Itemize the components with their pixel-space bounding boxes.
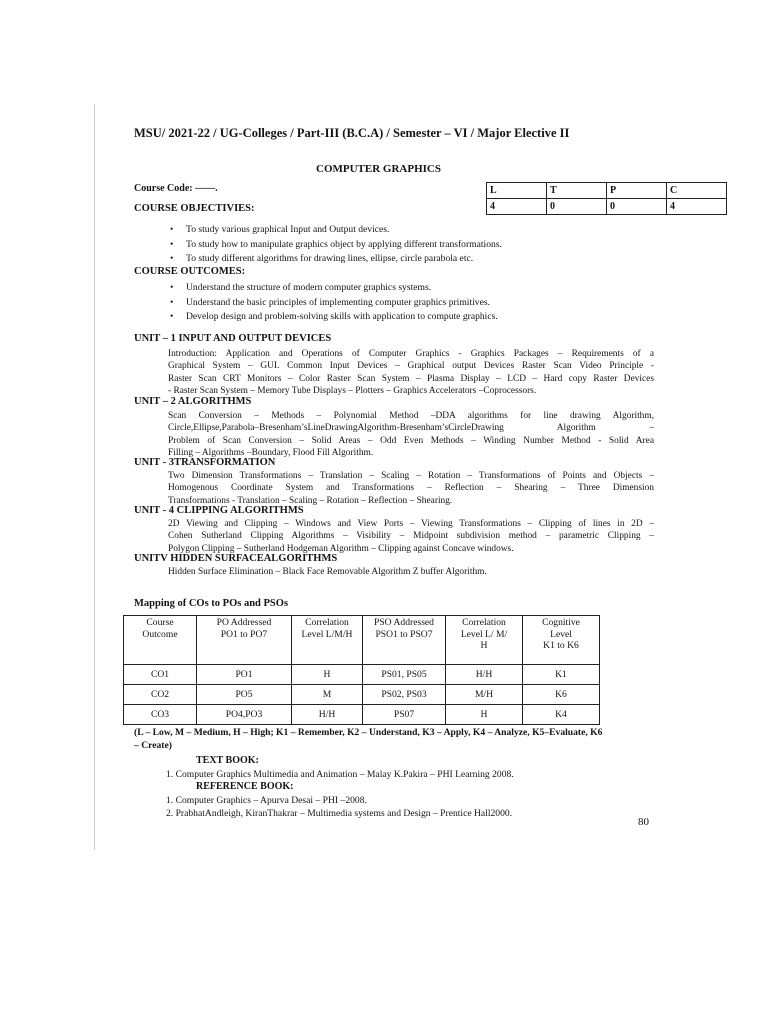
unit-line: Circle,Ellipse,Parabola–Bresenham’sLineDrawingAlgorithm-Bresenham’sCircleDrawing Algorithm – bbox=[168, 423, 654, 434]
correlation-legend bbox=[134, 726, 654, 752]
mapping-cell: PO5 bbox=[197, 685, 292, 705]
ltpc-header-row bbox=[487, 183, 727, 199]
mapping-cell: H/H bbox=[292, 705, 363, 725]
ltpc-value-cell: 0 bbox=[547, 199, 607, 215]
mapping-table bbox=[123, 615, 600, 725]
outcome-item: • Understand the structure of modern computer graphics systems. bbox=[186, 281, 498, 296]
unit-3-body bbox=[168, 470, 654, 507]
mapping-cell: PS02, PS03 bbox=[363, 685, 446, 705]
objective-item: • To study how to manipulate graphics object by applying different transformations. bbox=[186, 238, 502, 253]
ltpc-header-cell: L bbox=[487, 183, 547, 199]
outcome-item: • Understand the basic principles of implementing computer graphics primitives. bbox=[186, 296, 498, 311]
objective-item: • To study different algorithms for drawing lines, ellipse, circle parabola etc. bbox=[186, 252, 502, 267]
mapping-cell: PS07 bbox=[363, 705, 446, 725]
reference-book-item: 2. PrabhatAndleigh, KiranThakrar – Multimedia systems and Design – Prentice Hall2000. bbox=[166, 808, 513, 819]
mapping-cell: CO1 bbox=[124, 665, 197, 685]
unit-4-title: UNIT - 4 CLIPPING ALGORITHMS bbox=[134, 505, 304, 516]
unit-5-title: UNITV HIDDEN SURFACEALGORITHMS bbox=[134, 553, 338, 564]
unit-line: Polygon Clipping – Sutherland Hodgeman Algorithm – Clipping against Concave windows. bbox=[168, 543, 514, 554]
mapping-cell: M/H bbox=[446, 685, 523, 705]
course-code: Course Code: ——. bbox=[134, 183, 218, 194]
unit-line: Introduction: Application and Operations of Computer Graphics - Graphics Packages – Requirements of a bbox=[168, 349, 654, 359]
objectives-list bbox=[186, 223, 502, 267]
objective-item: • To study various graphical Input and Output devices. bbox=[186, 223, 502, 238]
mapping-header-cell: Correlation Level L/ M/ H bbox=[446, 616, 523, 665]
ltpc-value-row bbox=[487, 199, 727, 215]
outcomes-list bbox=[186, 281, 498, 325]
outcomes-label: COURSE OUTCOMES: bbox=[134, 266, 246, 277]
page-number: 80 bbox=[638, 816, 649, 828]
ltpc-header-cell: C bbox=[667, 183, 727, 199]
legend-line: (L – Low, M – Medium, H – High; K1 – Remember, K2 – Understand, K3 – Apply, K4 – Analyze, K5–Evaluate, K6 bbox=[134, 727, 603, 738]
unit-2-body bbox=[168, 410, 654, 460]
mapping-row bbox=[124, 685, 600, 705]
unit-line: Problem of Scan Conversion – Solid Areas – Odd Even Methods – Winding Number Method - Solid Area bbox=[168, 435, 654, 446]
mapping-cell: K6 bbox=[523, 685, 600, 705]
unit-line: Hidden Surface Elimination – Black Face Removable Algorithm Z buffer Algorithm. bbox=[168, 567, 487, 577]
unit-2-title: UNIT – 2 ALGORITHMS bbox=[134, 396, 252, 407]
unit-5-body bbox=[168, 566, 654, 578]
mapping-cell: PO4,PO3 bbox=[197, 705, 292, 725]
unit-line: Graphical System – GUI. Common Input Devices – Graphical output Devices Raster Scan Video Principle - bbox=[168, 361, 654, 372]
mapping-cell: H bbox=[446, 705, 523, 725]
mapping-header-cell: Cognitive Level K1 to K6 bbox=[523, 616, 600, 665]
unit-line: 2D Viewing and Clipping – Windows and View Ports – Viewing Transformations – Clipping of lines in 2D – bbox=[168, 519, 654, 529]
ltpc-header-cell: T bbox=[547, 183, 607, 199]
page-edge bbox=[94, 104, 95, 850]
mapping-title: Mapping of COs to POs and PSOs bbox=[134, 598, 289, 609]
legend-line: – Create) bbox=[134, 740, 172, 751]
reference-book-item: 1. Computer Graphics – Apurva Desai – PHI –2008. bbox=[166, 795, 367, 806]
mapping-cell: K1 bbox=[523, 665, 600, 685]
mapping-cell: H/H bbox=[446, 665, 523, 685]
mapping-header-cell: Correlation Level L/M/H bbox=[292, 616, 363, 665]
unit-line: Transformations - Translation – Scaling – Rotation – Reflection – Shearing. bbox=[168, 495, 453, 506]
course-title: COMPUTER GRAPHICS bbox=[316, 163, 441, 175]
mapping-cell: CO3 bbox=[124, 705, 197, 725]
mapping-row bbox=[124, 665, 600, 685]
unit-1-body bbox=[168, 348, 654, 398]
mapping-cell: CO2 bbox=[124, 685, 197, 705]
mapping-cell: M bbox=[292, 685, 363, 705]
unit-4-body bbox=[168, 518, 654, 555]
mapping-row bbox=[124, 705, 600, 725]
unit-1-title: UNIT – 1 INPUT AND OUTPUT DEVICES bbox=[134, 333, 332, 344]
ltpc-value-cell: 0 bbox=[607, 199, 667, 215]
unit-line: Scan Conversion – Methods – Polynomial Method –DDA algorithms for line drawing Algorithm, bbox=[168, 411, 654, 421]
reference-book-label: REFERENCE BOOK: bbox=[196, 781, 294, 792]
text-book-item: 1. Computer Graphics Multimedia and Animation – Malay K.Pakira – PHI Learning 2008. bbox=[166, 769, 514, 780]
ltpc-table bbox=[486, 182, 727, 215]
outcome-item: • Develop design and problem-solving skills with application to compute graphics. bbox=[186, 310, 498, 325]
ltpc-value-cell: 4 bbox=[667, 199, 727, 215]
mapping-cell: K4 bbox=[523, 705, 600, 725]
text-book-label: TEXT BOOK: bbox=[196, 755, 259, 766]
objectives-label: COURSE OBJECTIVIES: bbox=[134, 203, 255, 214]
mapping-cell: PO1 bbox=[197, 665, 292, 685]
unit-line: Two Dimension Transformations – Translation – Scaling – Rotation – Transformations of Points and Objects – bbox=[168, 471, 654, 481]
document-header: MSU/ 2021-22 / UG-Colleges / Part-III (B.C.A) / Semester – VI / Major Elective II bbox=[134, 126, 570, 140]
unit-line: Raster Scan CRT Monitors – Color Raster Scan System – Plasma Display – LCD – Hard copy Raster Devices bbox=[168, 373, 654, 384]
mapping-header-row bbox=[124, 616, 600, 665]
ltpc-header-cell: P bbox=[607, 183, 667, 199]
unit-line: Cohen Sutherland Clipping Algorithms – Visibility – Midpoint subdivision method – parametric Clipping – bbox=[168, 531, 654, 542]
unit-line: - Raster Scan System – Memory Tube Displays – Plotters – Graphics Accelerators –Coprocessors. bbox=[168, 386, 537, 397]
mapping-header-cell: PSO Addressed PSO1 to PSO7 bbox=[363, 616, 446, 665]
unit-line: Filling – Algorithms –Boundary, Flood Fill Algorithm. bbox=[168, 448, 374, 459]
ltpc-value-cell: 4 bbox=[487, 199, 547, 215]
mapping-header-cell: PO Addressed PO1 to PO7 bbox=[197, 616, 292, 665]
mapping-header-cell: Course Outcome bbox=[124, 616, 197, 665]
mapping-cell: H bbox=[292, 665, 363, 685]
unit-line: Homogenous Coordinate System and Transformations – Reflection – Shearing – Three Dimension bbox=[168, 483, 654, 494]
unit-3-title: UNIT - 3TRANSFORMATION bbox=[134, 457, 276, 468]
mapping-cell: PS01, PS05 bbox=[363, 665, 446, 685]
